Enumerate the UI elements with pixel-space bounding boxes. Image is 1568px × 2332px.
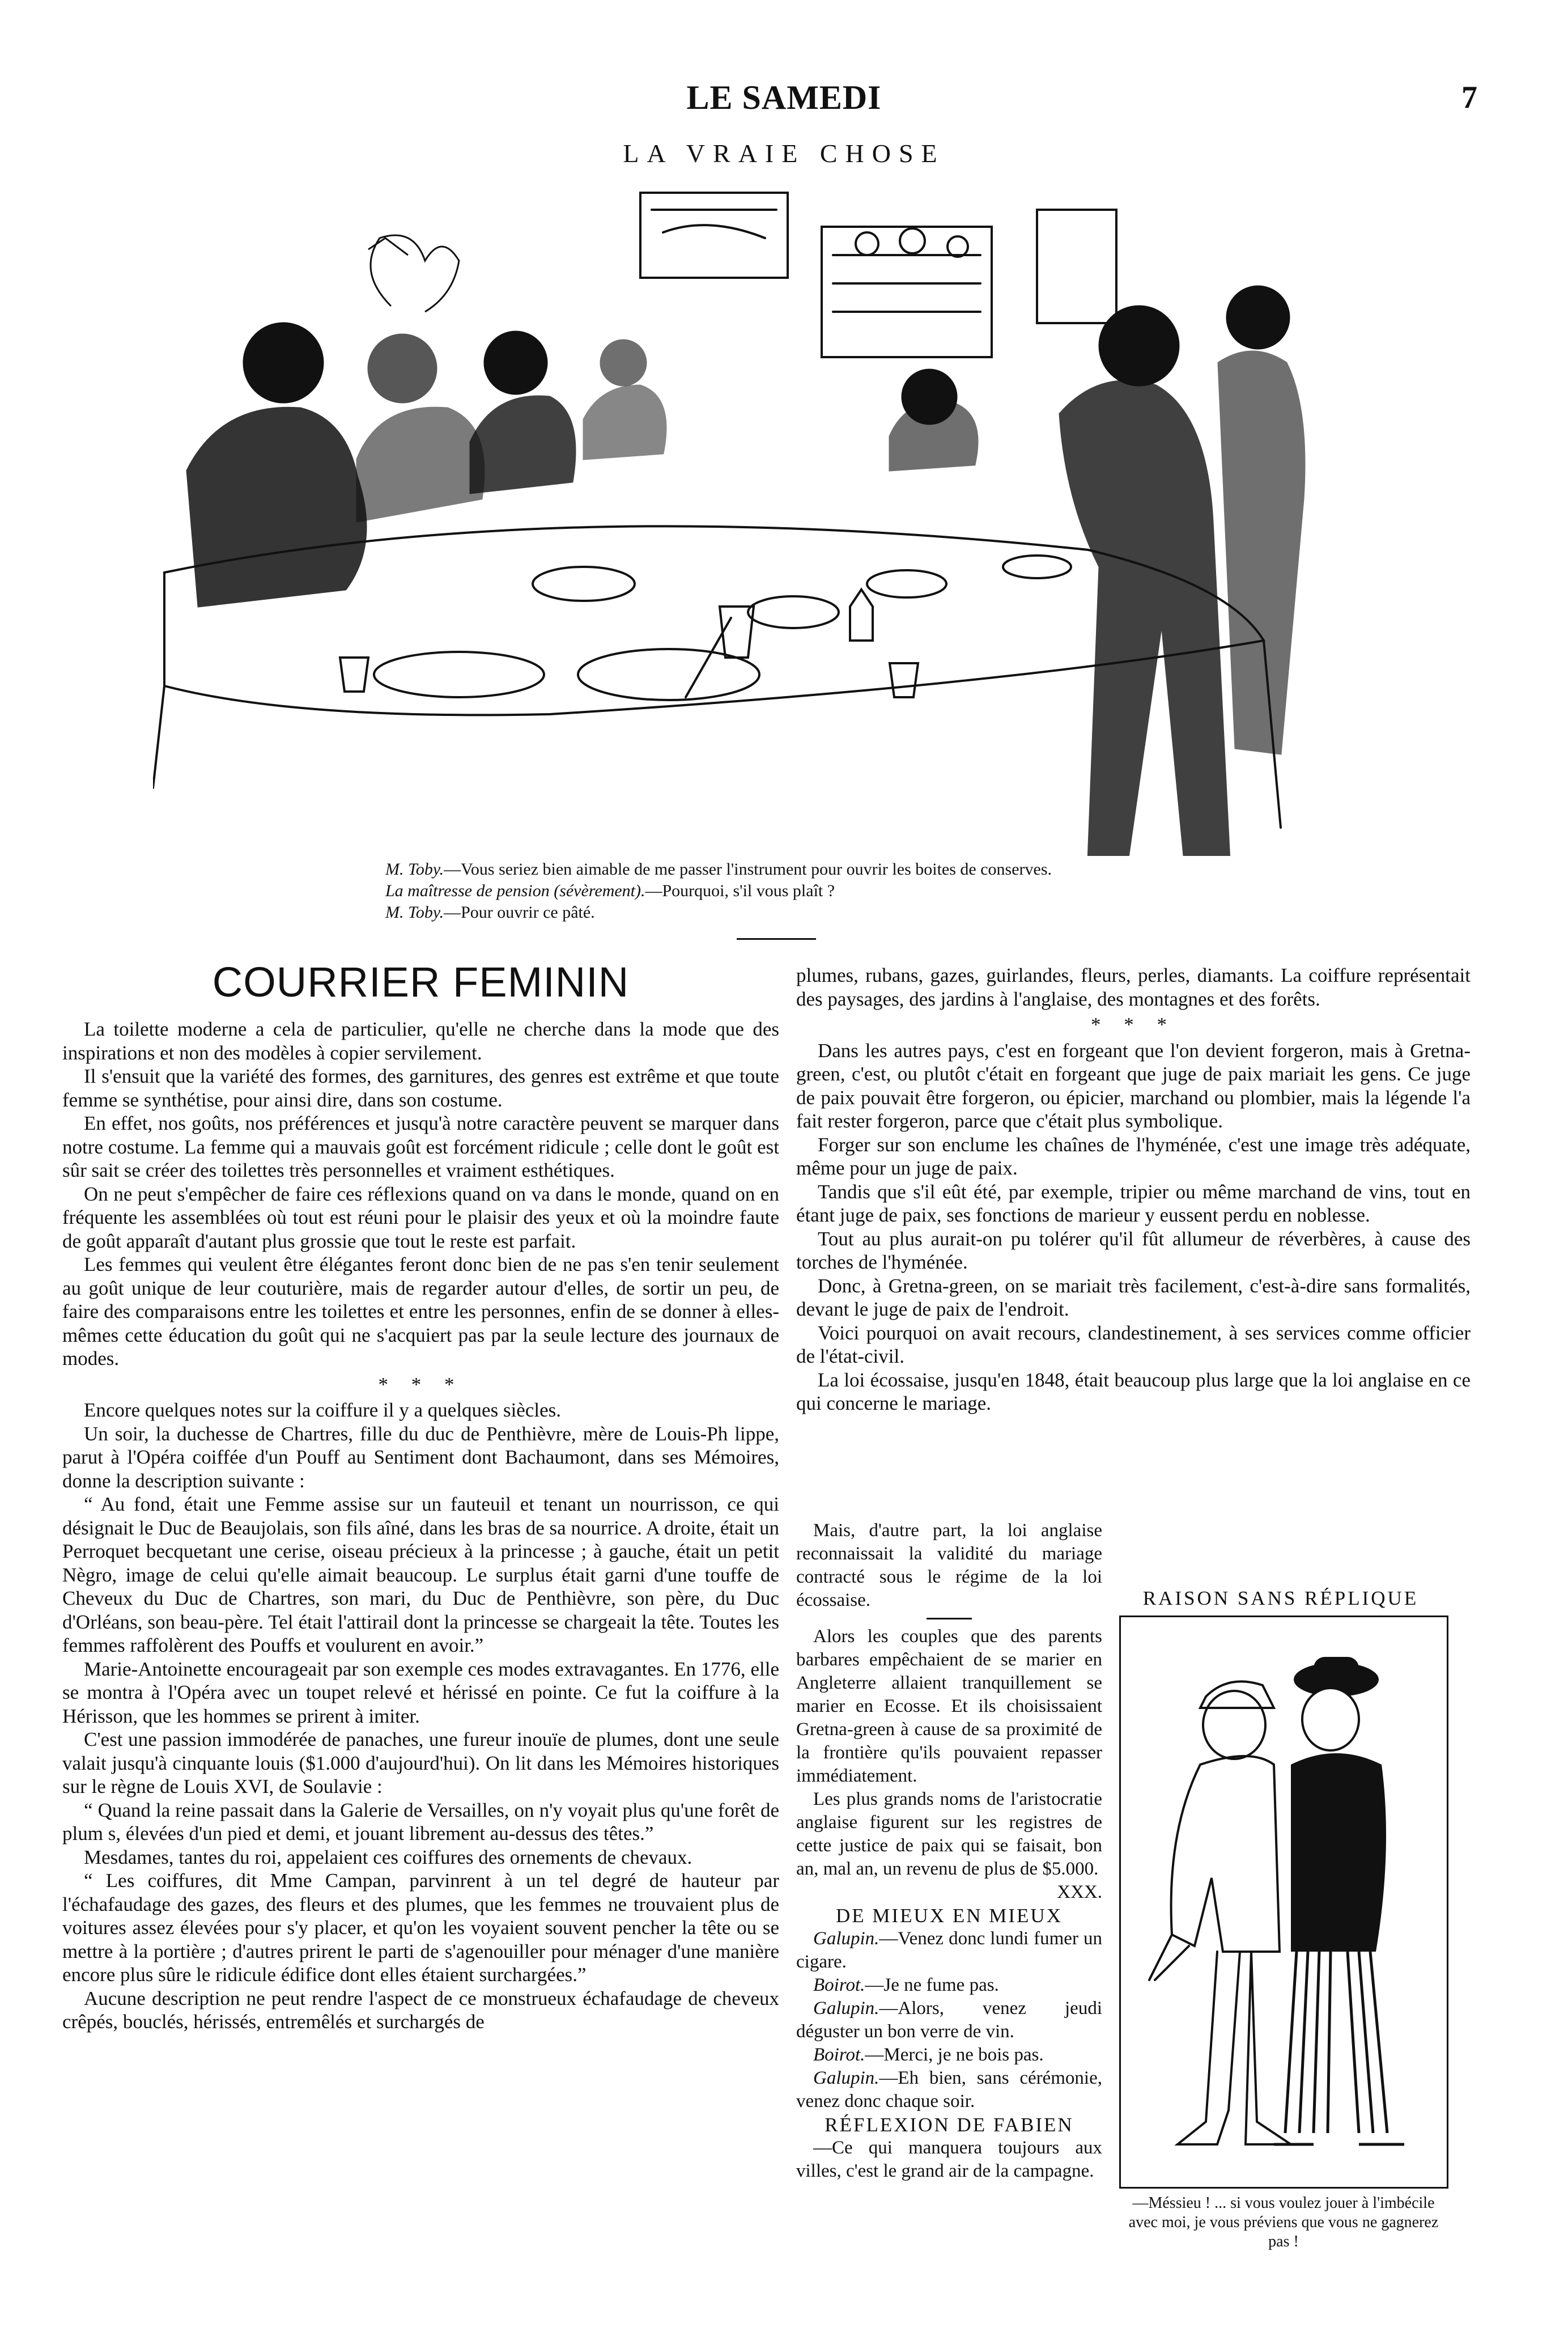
paragraph: Aucune description ne peut rendre l'aspect de ce monstrueux échafaudage de cheveux crêpés, bouclés, hérissés, entremêlés et surchargés de [62,1987,779,2033]
caption-text: —Pour ouvrir ce pâté. [444,903,595,922]
speaker: Boirot. [813,1975,865,1995]
paragraph: Alors les couples que des parents barbares empêchaient de se marier en Angleterre allaient tranquillement se marier en Ecosse. Et ils choisissaient Gretna-green à cause de sa proximité de la frontière qu'ils pouvaient repasser immédiatement. [796,1626,1102,1786]
paragraph: Mesdames, tantes du roi, appelaient ces coiffures des ornements de chevaux. [84,1846,692,1868]
illustration-caption [385,859,1377,923]
cartoon-title: RAISON SANS RÉPLIQUE [1142,1587,1419,1609]
page-number: 7 [1461,80,1477,115]
paragraph: Il s'ensuit que la variété des formes, des garnitures, des genres est extrême et que toute femme se synthétise, pour ainsi dire, dans son costume. [62,1065,779,1111]
illustration-title: LA VRAIE CHOSE [623,139,945,168]
dialogue-line [796,1997,1102,2043]
dialogue-text: —Alors, venez jeudi déguster un bon verre de vin. [796,1998,1102,2042]
caption-speaker: La maîtresse de pension (sévèrement). [385,881,645,900]
dialogue-line [796,2067,1102,2113]
article-title: COURRIER FEMININ [212,959,630,1006]
courrier-column [62,1017,779,2034]
caption-speaker: M. Toby. [385,903,444,922]
cartoon-caption: —Méssieu ! ... si vous voulez jouer à l'imbécile avec moi, je vous préviens que vous ne gagnerez pas ! [1128,2194,1439,2250]
dialogue-line [796,1974,1102,1997]
paragraph: La toilette moderne a cela de particulier, qu'elle ne cherche dans la mode que des inspirations et non des modèles à copier servilement. [62,1018,779,1064]
paragraph: Voici pourquoi on avait recours, clandestinement, à ses services comme officier de l'état-civil. [796,1321,1471,1367]
paragraph: La loi écossaise, jusqu'en 1848, était beaucoup plus large que la loi anglaise en ce qui concerne le mariage. [796,1368,1471,1414]
speaker: Galupin. [813,2068,879,2088]
paragraph: On ne peut s'empêcher de faire ces réflexions quand on va dans le monde, quand on en fréquente les assemblées où tout est réuni pour le plaisir des yeux et où la moindre faute de goût apparaît d'autant plus grossie que tout le reste est parfait. [62,1182,779,1252]
right-column [796,964,1471,1415]
dialogue-text: —Eh bien, sans cérémonie, venez donc chaque soir. [796,2068,1102,2111]
narrow-column [796,1519,1102,2183]
speaker: Galupin. [813,1998,879,2019]
paragraph: “ Au fond, était une Femme assise sur un fauteuil et tenant un nourrisson, ce qui désignait le Duc de Beaujolais, son fils aîné, dans les bras de sa nourrice. A droite, était un Perroquet becquetant une cerise, oiseau précieux à la princesse ; à gauche, était un petit Nègro, image de celui qu'elle aimait beaucoup. Le surplus était garni d'une touffe de Cheveux du Duc de Chartres, son mari, du Duc de Penthièvre, son père, du Duc d'Orléans, son beau-père. Tel était l'attirail dont la princesse se chargeait la tête. Toutes les femmes raffolèrent des Pouffs et voulurent en avoir.” [62,1493,779,1656]
section-stars: * * * [378,1373,464,1396]
paragraph: “ Les coiffures, dit Mme Campan, parvinrent à un tel degré de hauteur par l'échafaudage des gazes, des fleurs et des plumes, que les femmes ne trouvaient plus de voitures assez élevées pour s'y placer, et qu'on les voyaient souvent pencher la tête ou se mettre à la portière ; d'autres prirent le parti de s'agenouiller pour ménager d'une manière encore plus sûre le ridicule édifice dont elles étaient surchargées.” [62,1869,779,1986]
caption-line [385,880,1377,902]
masthead: LE SAMEDI [686,79,882,116]
paragraph: plumes, rubans, gazes, guirlandes, fleurs, perles, diamants. La coiffure représentait des paysages, des jardins à l'anglaise, des montagnes et des forêts. [796,964,1471,1010]
dialogue-text: —Venez donc lundi fumer un cigare. [796,1928,1102,1972]
paragraph: Encore quelques notes sur la coiffure il y a quelques siècles. [84,1399,561,1421]
dining-scene-illustration [153,176,1371,856]
paragraph: Tandis que s'il eût été, par exemple, tripier ou même marchand de vins, tout en étant juge de paix, ses fonctions de marieur y eussent perdu en noblesse. [796,1180,1471,1226]
dialogue-text: —Merci, je ne bois pas. [865,2045,1044,2065]
signature: XXX. [1057,1882,1102,1902]
divider [737,938,816,940]
paragraph: Mais, d'autre part, la loi anglaise reconnaissait la validité du mariage contracté sous le régime de la loi écossaise. [796,1520,1102,1610]
section-stars: * * * [1091,1014,1176,1036]
speaker: Galupin. [813,1928,879,1949]
cartoon-illustration [1119,1616,1448,2189]
caption-text: —Pourquoi, s'il vous plaît ? [645,881,835,900]
paragraph: Tout au plus aurait-on pu tolérer qu'il fût allumeur de réverbères, à cause des torches de l'hyménée. [796,1227,1471,1273]
paragraph: “ Quand la reine passait dans la Galerie de Versailles, on n'y voyait plus qu'une forêt de plum s, élevées d'un pied et demi, et jouant librement au-dessus des têtes.” [62,1799,779,1845]
paragraph: Les plus grands noms de l'aristocratie anglaise figurent sur les registres de cette justice de paix qui se faisait, bon an, mal an, un revenu de plus de $5.000. [796,1789,1102,1879]
dialogue-line [796,1927,1102,1974]
dialogue-text: —Je ne fume pas. [865,1975,999,1995]
paragraph: Un soir, la duchesse de Chartres, fille du duc de Penthièvre, mère de Louis-Ph lippe, parut à l'Opéra coiffée d'un Pouff au Sentiment dont Bachaumont, dans ses Mémoires, donne la description suivante : [62,1422,779,1492]
section-title: RÉFLEXION DE FABIEN [825,2114,1074,2136]
paragraph: —Ce qui manquera toujours aux villes, c'est le grand air de la campagne. [796,2138,1102,2181]
caption-speaker: M. Toby. [385,860,444,879]
paragraph: En effet, nos goûts, nos préférences et jusqu'à notre caractère peuvent se marquer dans notre costume. La femme qui a mauvais goût est forcément ridicule ; celle dont le goût est sûr sait se créer des toilettes très personnelles et vraiment esthétiques. [62,1112,779,1181]
dialogue-line [796,2043,1102,2067]
paragraph: C'est une passion immodérée de panaches, une fureur inouïe de plumes, dont une seule valait jusqu'à cinquante louis ($1.000 d'aujourd'hui). On lit dans les Mémoires historiques sur le règne de Louis XVI, de Soulavie : [62,1728,779,1797]
paragraph: Donc, à Gretna-green, on se mariait très facilement, c'est-à-dire sans formalités, devant le juge de paix de l'endroit. [796,1274,1471,1320]
paragraph: Forger sur son enclume les chaînes de l'hyménée, c'est une image très adéquate, même pour un juge de paix. [796,1133,1471,1179]
section-title: DE MIEUX EN MIEUX [836,1905,1063,1927]
paragraph: Les femmes qui veulent être élégantes feront donc bien de ne pas s'en tenir seulement au goût unique de leur couturière, mais de regarder autour d'elles, de sortir un peu, de faire des comparaisons entre les toilettes et entre les personnes, enfin de se donner à elles-mêmes cette éducation du goût qui ne s'acquiert pas par la seule lecture des journaux de modes. [62,1253,779,1369]
caption-text: —Vous seriez bien aimable de me passer l'instrument pour ouvrir les boites de conserves. [444,860,1052,879]
caption-line [385,859,1377,880]
speaker: Boirot. [813,2045,865,2065]
paragraph: Dans les autres pays, c'est en forgeant que l'on devient forgeron, mais à Gretna-green, c'est, ou plutôt c'était en forgeant que juge de paix mariait les gens. Ce juge de paix pouvait être forgeron, ou épicier, marchand ou plombier, mais la légende l'a fait rester forgeron, parce que c'était plus symbolique. [796,1039,1471,1132]
divider [927,1618,972,1619]
caption-line [385,902,1377,923]
paragraph: Marie-Antoinette encourageait par son exemple ces modes extravagantes. En 1776, elle se montra à l'Opéra avec un toupet relevé et hérissé en pointe. Ce fut la coiffure à la Hérisson, que les hommes se prirent à imiter. [62,1657,779,1727]
